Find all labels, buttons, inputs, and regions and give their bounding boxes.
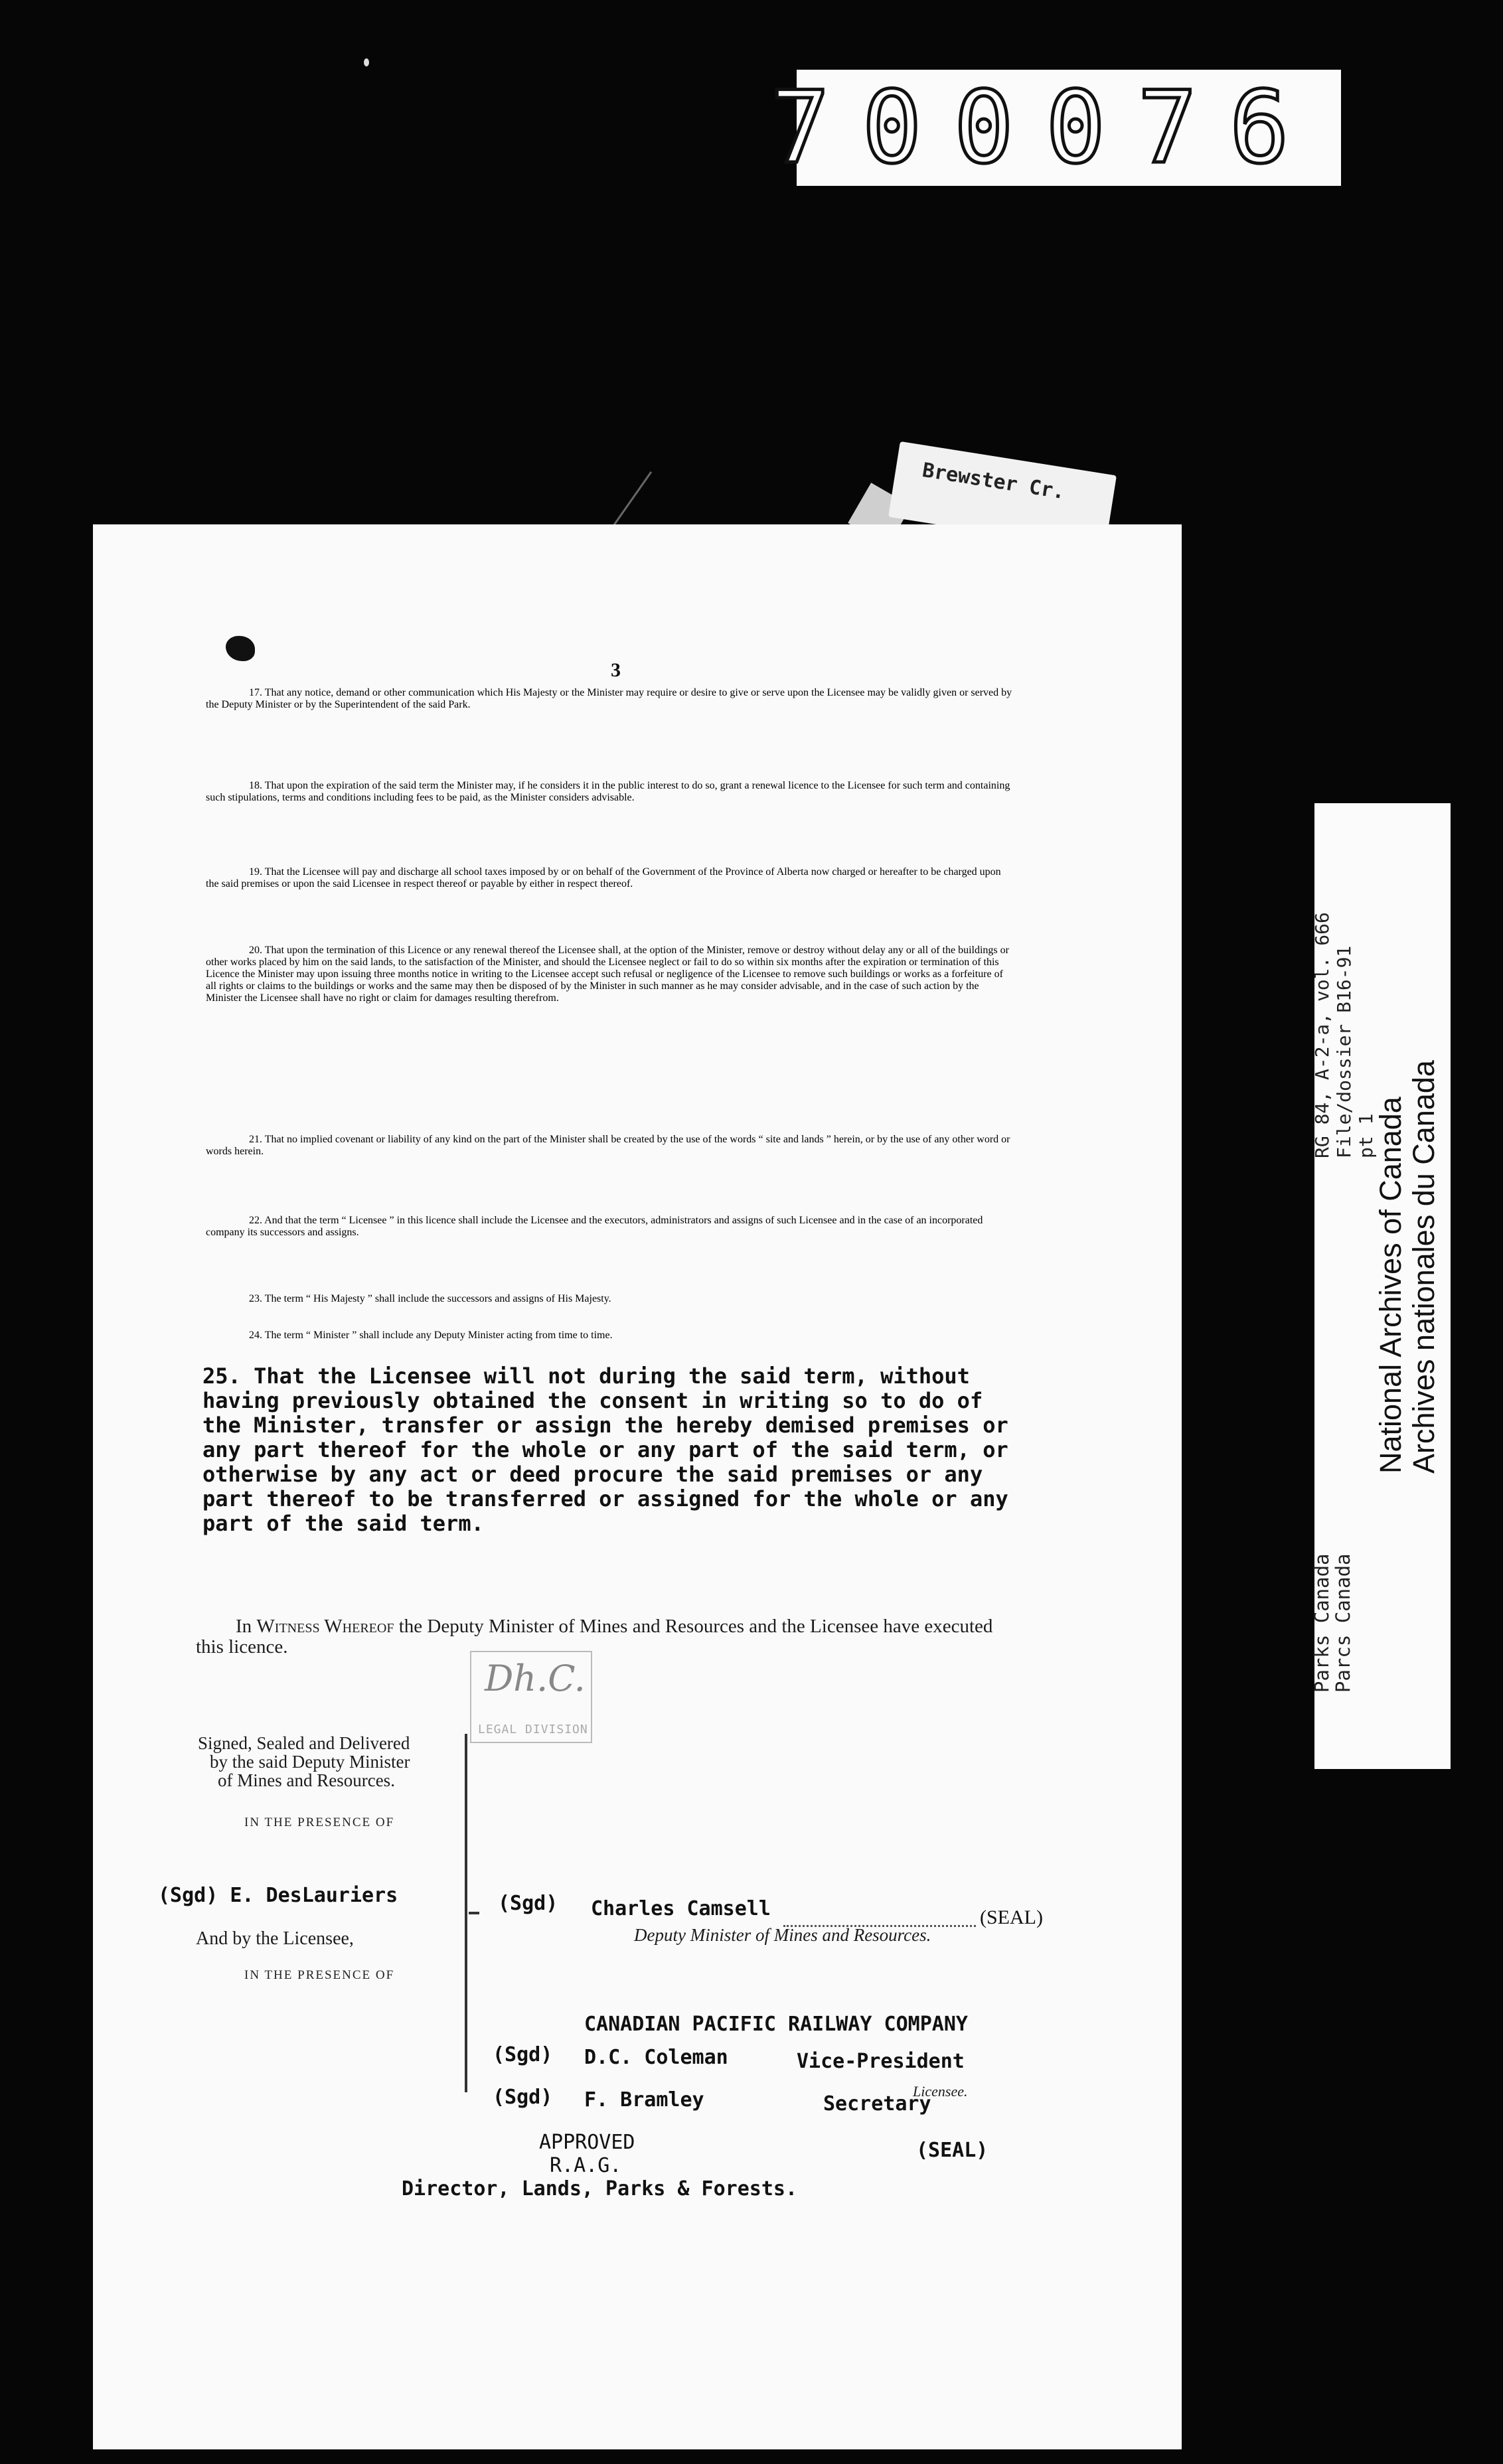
signed-line-1: Signed, Sealed and Delivered xyxy=(198,1733,410,1753)
sgd-minister: (Sgd) xyxy=(498,1892,558,1915)
legal-division-stamp xyxy=(470,1651,592,1743)
sgd-3: (Sgd) xyxy=(493,2086,553,2109)
signer-2: D.C. Coleman xyxy=(584,2046,728,2069)
witness-prefix: In xyxy=(236,1616,257,1637)
witness-rest: the Deputy Minister of Mines and Resources and the Licensee have executed this licence. xyxy=(196,1616,993,1657)
national-archives-block xyxy=(1374,1060,1441,1474)
stamp-initials: Dh.C. xyxy=(485,1657,586,1699)
seal-1: (SEAL) xyxy=(980,1906,1043,1928)
clause-20 xyxy=(206,945,1016,1004)
minister-title: Deputy Minister of Mines and Resources. xyxy=(634,1925,931,1945)
clause-21 xyxy=(206,1134,1016,1158)
archive-label xyxy=(1310,803,1451,1769)
clause-24-text: 24. The term “ Minister ” shall include any Deputy Minister acting from time to time. xyxy=(249,1330,613,1341)
clause-23-text: 23. The term “ His Majesty ” shall include the successors and assigns of His Majesty. xyxy=(249,1293,611,1304)
clause-22 xyxy=(206,1215,1016,1239)
sgd-2: (Sgd) xyxy=(493,2043,553,2066)
tab-label: Brewster Cr. xyxy=(920,458,1067,504)
clause-17 xyxy=(206,687,1016,711)
signer-3: F. Bramley xyxy=(584,2088,704,2112)
director-title: Director, Lands, Parks & Forests. xyxy=(402,2177,798,2200)
archive-ref-block xyxy=(1311,912,1377,1158)
archive-ref-line-3: pt 1 xyxy=(1355,1113,1377,1158)
in-presence-label-2: IN THE PRESENCE OF xyxy=(244,1968,395,1982)
page-number: 3 xyxy=(611,659,621,681)
approved-initials: R.A.G. xyxy=(550,2154,622,2177)
clause-22-text: 22. And that the term “ Licensee ” in this licence shall include the Licensee and the executors, administrators and assigns of such Licensee and in the case of an incorporated company its successors and assigns. xyxy=(206,1215,983,1238)
witness-smallcaps: Witness Whereof xyxy=(256,1616,394,1637)
signed-line-2: by the said Deputy Minister xyxy=(210,1752,410,1772)
signer-2-title: Vice-President xyxy=(797,2050,965,2073)
clause-24 xyxy=(206,1330,1016,1342)
signed-sealed-block xyxy=(198,1734,410,1790)
clause-18-text: 18. That upon the expiration of the said term the Minister may, if he considers it in the public interest to do so, grant a renewal licence to the Licensee for such term and containing such stipulations, terms and conditions including fees to be paid, as the Minister considers advisable. xyxy=(206,780,1010,803)
licensee-label: Licensee. xyxy=(913,2083,968,2100)
national-archives-en: National Archives of Canada xyxy=(1374,1097,1407,1474)
clause-19 xyxy=(206,866,1016,890)
national-archives-fr: Archives nationales du Canada xyxy=(1407,1060,1441,1474)
minister-signature: Charles Camsell xyxy=(591,1897,771,1920)
witness-signature-1: (Sgd) E. DesLauriers xyxy=(158,1884,398,1907)
clause-17-text: 17. That any notice, demand or other communication which His Majesty or the Minister may require or desire to give or serve upon the Licensee may be validly given or served by the Deputy Minister or by the Superintendent of the said Park. xyxy=(206,687,1012,710)
parks-canada-en: Parks Canada xyxy=(1310,1553,1333,1693)
witness-clause xyxy=(196,1616,1019,1657)
film-speck xyxy=(364,58,369,66)
clause-19-text: 19. That the Licensee will pay and discharge all school taxes imposed by or on behalf of the Government of the Province of Alberta now charged or hereafter to be charged upon the said premises or upon the said Licensee in respect thereof or payable by either in respect thereof. xyxy=(206,866,1001,889)
archive-ref-line-1: RG 84, A-2-a, vol. 666 xyxy=(1311,912,1333,1158)
approved-label: APPROVED xyxy=(539,2131,635,2154)
stamp-division: LEGAL DIVISION xyxy=(478,1723,588,1736)
clause-25-typed: 25. That the Licensee will not during the said term, without having previously obtained the consent in writing so to do of the Minister, transfer or assign the hereby demised premises or any part thereof for the whole or any part of the said term, or otherwise by any act or deed procure the said premises or any part thereof to be transferred or assigned for the whole or any part of the said term. xyxy=(202,1363,1008,1536)
brace-tick xyxy=(469,1912,479,1914)
and-by-licensee: And by the Licensee, xyxy=(196,1928,354,1949)
parks-canada-fr: Parcs Canada xyxy=(1332,1553,1354,1693)
frame-number-label xyxy=(770,70,1341,186)
signer-3-title: Secretary xyxy=(823,2092,931,2116)
frame-number: 700076 xyxy=(770,70,1321,186)
clause-18 xyxy=(206,780,1016,804)
company-name: CANADIAN PACIFIC RAILWAY COMPANY xyxy=(584,2013,968,2036)
in-presence-label-1: IN THE PRESENCE OF xyxy=(244,1815,395,1829)
clause-23 xyxy=(206,1293,1016,1305)
archive-ref-line-2: File/dossier B16-91 xyxy=(1333,945,1355,1158)
parks-canada-block xyxy=(1311,1553,1354,1693)
seal-2: (SEAL) xyxy=(916,2139,989,2162)
clause-21-text: 21. That no implied covenant or liability of any kind on the part of the Minister shall be created by the use of the words “ site and lands ” herein, or by the use of any other word or words herein. xyxy=(206,1134,1010,1157)
signed-line-3: of Mines and Resources. xyxy=(218,1770,395,1790)
clause-20-text: 20. That upon the termination of this Licence or any renewal thereof the Licensee shall, at the option of the Minister, remove or destroy without delay any or all of the buildings or other works placed by him on the said lands, to the satisfaction of the Minister, and should the Licensee neglect or fail to do so within six months after the expiration or termination of this Licence the Minister may upon issuing three months notice in writing to the Licensee accept such refusal or negligence of the Licensee to remove such buildings or works as a forfeiture of all rights or claims to the buildings or works and the same may then be disposed of by the Minister in such manner as he may consider advisable, and in the case of such action by the Minister the Licensee shall have no right or claim for damages resulting therefrom. xyxy=(206,945,1009,1004)
